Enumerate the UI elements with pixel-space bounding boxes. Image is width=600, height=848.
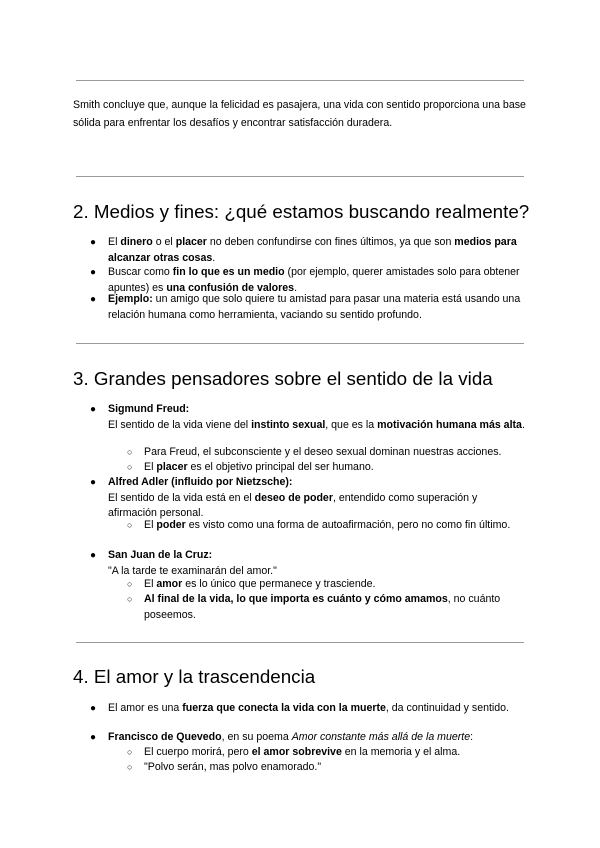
bullet-icon: ● bbox=[90, 703, 97, 714]
intro-paragraph: Smith concluye que, aunque la felicidad es pasajera, una vida con sentido proporciona una base sólida para enfrentar los desafíos y encontrar satisfacción duradera. bbox=[73, 99, 526, 129]
circle-bullet-icon: ○ bbox=[127, 747, 133, 757]
list-item: ● San Juan de la Cruz: "A la tarde te examinarán del amor." bbox=[90, 549, 277, 577]
divider bbox=[76, 343, 524, 344]
sub-list-item: ○ Para Freud, el subconsciente y el deseo sexual dominan nuestras acciones. bbox=[144, 445, 524, 461]
list-item: ● El amor es una fuerza que conecta la vida con la muerte, da continuidad y sentido. bbox=[108, 701, 526, 717]
bullet-icon: ● bbox=[90, 294, 97, 305]
circle-bullet-icon: ○ bbox=[127, 594, 133, 604]
circle-bullet-icon: ○ bbox=[127, 520, 133, 530]
circle-bullet-icon: ○ bbox=[127, 762, 133, 772]
list-item: ● Buscar como fin lo que es un medio (por ejemplo, querer amistades solo para obtener apuntes) es una confusión de valores. bbox=[90, 266, 520, 294]
section-3-heading: 3. Grandes pensadores sobre el sentido de la vida bbox=[73, 368, 493, 389]
bullet-icon: ● bbox=[90, 477, 97, 488]
circle-bullet-icon: ○ bbox=[127, 447, 133, 457]
sub-list-item: ○ El poder es visto como una forma de autoafirmación, pero no como fin último. bbox=[144, 518, 524, 534]
bullet-icon: ● bbox=[90, 237, 97, 248]
sub-list-item: ○ El placer es el objetivo principal del ser humano. bbox=[144, 460, 524, 476]
sub-list-item: ○ El amor es lo único que permanece y trasciende. bbox=[144, 577, 524, 593]
list-item: ● Francisco de Quevedo, en su poema Amor constante más allá de la muerte: bbox=[108, 730, 526, 746]
sub-list-item: ○ Al final de la vida, lo que importa es cuánto y cómo amamos, no cuánto poseemos. bbox=[127, 593, 501, 621]
circle-bullet-icon: ○ bbox=[127, 579, 133, 589]
sub-list-item: ○ "Polvo serán, mas polvo enamorado." bbox=[144, 760, 524, 776]
bullet-icon: ● bbox=[90, 732, 97, 743]
list-item: ● Sigmund Freud: El sentido de la vida viene del instinto sexual, que es la motivación humana más alta. bbox=[90, 403, 525, 431]
bullet-icon: ● bbox=[90, 404, 97, 415]
section-2-heading: 2. Medios y fines: ¿qué estamos buscando realmente? bbox=[73, 201, 530, 222]
circle-bullet-icon: ○ bbox=[127, 462, 133, 472]
section-4-heading: 4. El amor y la trascendencia bbox=[73, 666, 316, 687]
sub-list-item: ○ El cuerpo morirá, pero el amor sobrevive en la memoria y el alma. bbox=[144, 745, 524, 761]
divider bbox=[76, 176, 524, 177]
list-item: ● Ejemplo: un amigo que solo quiere tu amistad para pasar una materia está usando una relación humana como herramienta, vaciando su sentido profundo. bbox=[90, 293, 521, 321]
list-item: ● Alfred Adler (influido por Nietzsche): El sentido de la vida está en el deseo de poder, entendido como superación y afirmación personal. bbox=[90, 476, 478, 519]
thinker-name: Alfred Adler (influido por Nietzsche): bbox=[108, 476, 293, 488]
divider bbox=[76, 80, 524, 81]
bullet-icon: ● bbox=[90, 550, 97, 561]
thinker-name: San Juan de la Cruz: bbox=[108, 549, 213, 561]
bullet-icon: ● bbox=[90, 267, 97, 278]
list-item: ● El dinero o el placer no deben confundirse con fines últimos, ya que son medios para alcanzar otras cosas. bbox=[90, 236, 517, 264]
thinker-name: Sigmund Freud: bbox=[108, 403, 190, 415]
divider bbox=[76, 642, 524, 643]
